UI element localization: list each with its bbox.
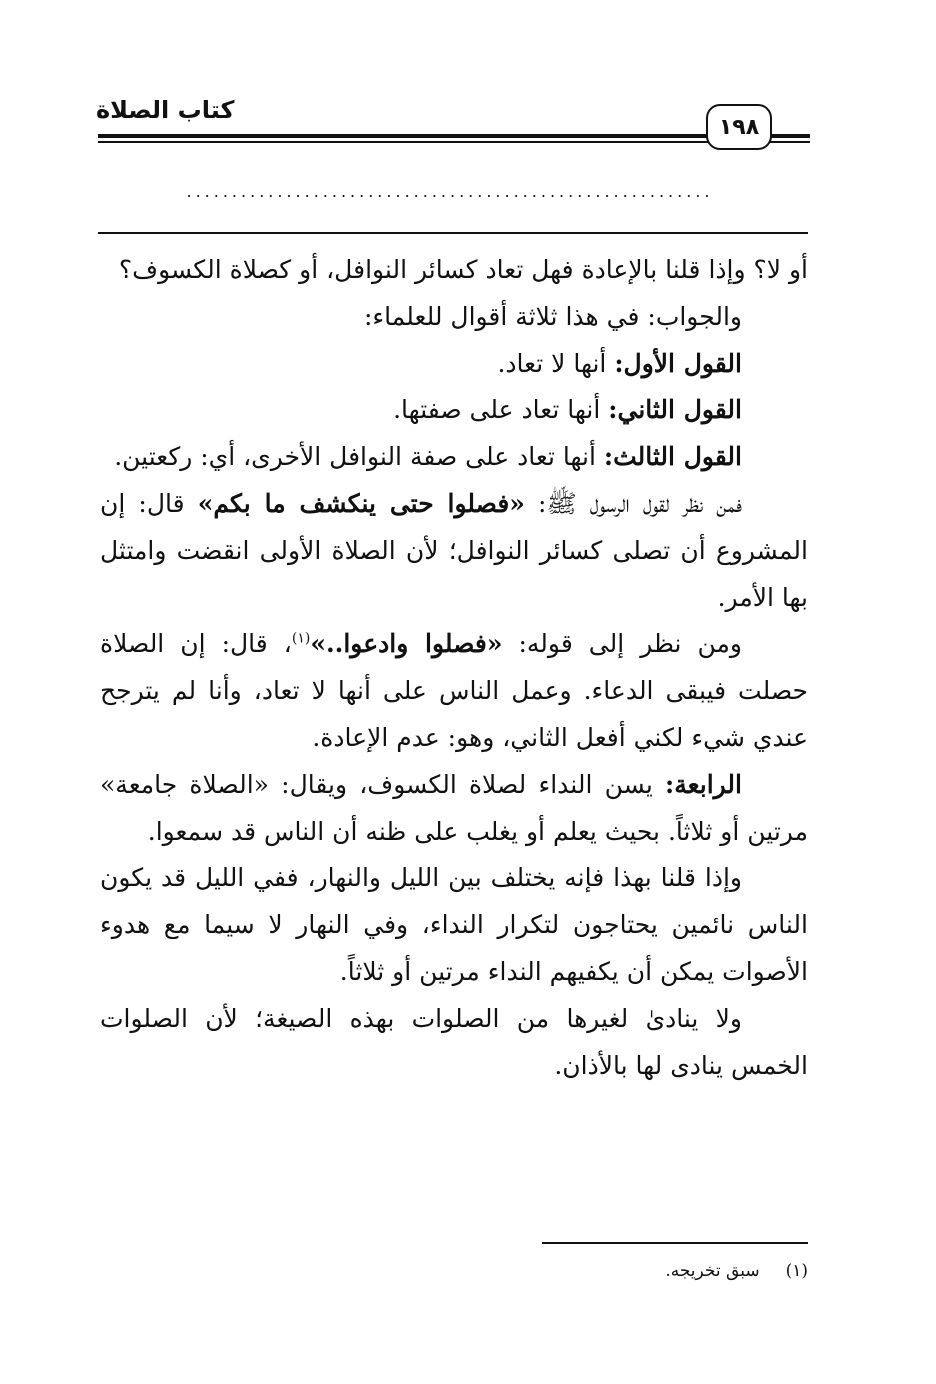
body-text	[100, 247, 808, 1089]
hadith-quote-1: «فصلوا حتى ينكشف ما بكم»	[197, 488, 525, 518]
header-rule-thick	[98, 134, 810, 138]
second-view-text: ، قال: إن الصلاة حصلت فيبقى الدعاء. وعمل الناس على أنها لا تعاد، وأنا لم يترجح عندي شيء لكني أفعل الثاني، وهو: عدم الإعادة.	[100, 629, 808, 752]
footnote-separator	[542, 1242, 808, 1244]
paragraph-answer: والجواب: في هذا ثلاثة أقوال للعلماء:	[363, 301, 742, 331]
third-opinion-text: أنها تعاد على صفة النوافل الأخرى، أي: ركعتين.	[114, 442, 604, 472]
first-opinion-label: القول الأول:	[614, 348, 742, 378]
footnote-marker: (١)	[785, 1261, 808, 1281]
header-rule-thin	[98, 141, 810, 143]
paragraph-second-opinion	[100, 387, 808, 434]
dotted-continuation-line: ..........................................................	[186, 182, 714, 201]
footnote	[100, 1256, 808, 1286]
second-opinion-text: أنها تعاد على صفتها.	[393, 395, 609, 425]
paragraph-first-opinion	[100, 341, 808, 388]
section-separator	[98, 232, 808, 234]
first-opinion-text: أنها لا تعاد.	[497, 348, 615, 378]
book-title: كتاب الصلاة	[96, 96, 235, 124]
paragraph-night-day: وإذا قلنا بهذا فإنه يختلف بين الليل والنهار، ففي الليل قد يكون الناس نائمين يحتاجون لتكرار النداء، وفي النهار لا سيما مع هدوء الأصوات يمكن أن يكفيهم النداء مرتين أو ثلاثاً.	[100, 863, 808, 986]
hadith-quote-2: «فصلوا وادعوا..»	[310, 629, 503, 659]
fourth-text: يسن النداء لصلاة الكسوف، ويقال: «الصلاة جامعة» مرتين أو ثلاثاً. بحيث يعلم أو يغلب على ظنه أن الناس قد سمعوا.	[100, 769, 808, 846]
paragraph-fourth	[100, 762, 808, 856]
footnote-reference: (١)	[291, 631, 311, 648]
fourth-label: الرابعة:	[665, 769, 742, 799]
first-view-intro: فمن نظر لقول الرسول ﷺ:	[524, 488, 742, 518]
paragraph-second-view	[100, 621, 808, 761]
paragraph-other-prayers: ولا ينادىٰ لغيرها من الصلوات بهذه الصيغة؛ لأن الصلوات الخمس ينادى لها بالأذان.	[100, 1003, 808, 1080]
paragraph-first-view	[100, 481, 808, 621]
paragraph-third-opinion	[100, 434, 808, 481]
second-opinion-label: القول الثاني:	[608, 395, 742, 425]
page-number: ١٩٨	[706, 104, 772, 150]
first-view-text: قال: إن المشروع أن تصلى كسائر النوافل؛ لأن الصلاة الأولى انقضت وامتثل بها الأمر.	[100, 488, 808, 612]
footnote-text: سبق تخريجه.	[665, 1261, 760, 1281]
second-view-intro: ومن نظر إلى قوله:	[502, 629, 742, 659]
paragraph-question: أو لا؟ وإذا قلنا بالإعادة فهل تعاد كسائر النوافل، أو كصلاة الكسوف؟	[118, 255, 808, 284]
third-opinion-label: القول الثالث:	[603, 442, 742, 472]
